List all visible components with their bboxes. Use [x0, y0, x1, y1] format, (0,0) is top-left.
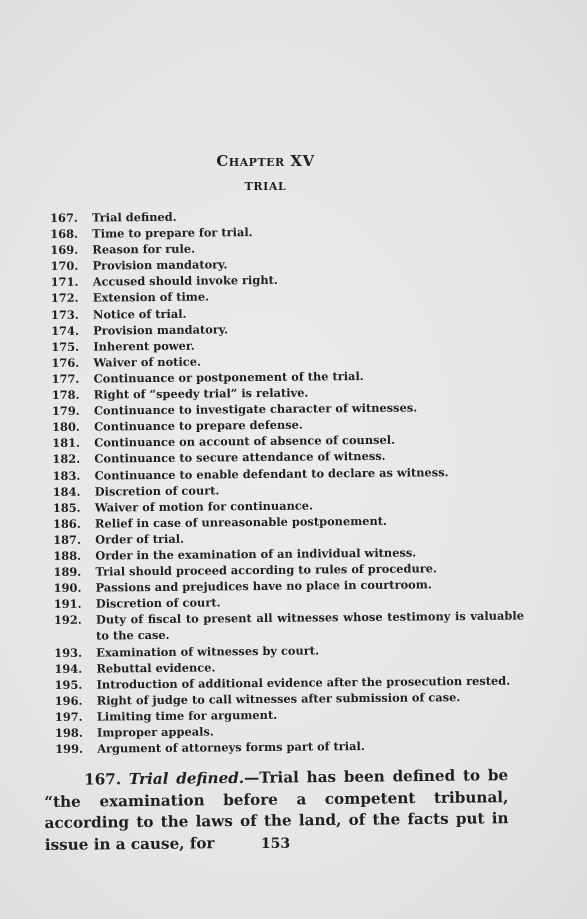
- toc-item-title: Continuance to prepare defense.: [94, 417, 303, 434]
- toc-item-title: Accused should invoke right.: [92, 273, 278, 289]
- chapter-subtitle: TRIAL: [244, 180, 287, 193]
- toc-item-number: 168.: [50, 226, 79, 242]
- toc-item-number: 191.: [53, 596, 82, 612]
- paragraph-text: Trial has been defined to be “the examination before a competent tribunal, according to the laws of the land, of the facts put in issue in a cause, for: [44, 766, 509, 854]
- toc-item-number: 192.: [53, 613, 82, 628]
- toc-item-title: Rebuttal evidence.: [96, 660, 216, 676]
- toc-item-title: Continuance to secure attendance of witness.: [94, 449, 386, 466]
- toc-item-number: 171.: [50, 275, 79, 290]
- toc-item: [54, 608, 524, 645]
- em-dash: —: [244, 768, 260, 787]
- section-number: 167.: [84, 770, 122, 789]
- toc-item-number: 187.: [53, 532, 81, 547]
- toc-item-number: 190.: [53, 580, 82, 596]
- toc-item-number: 198.: [54, 725, 83, 740]
- toc-item-title: Notice of trial.: [92, 306, 187, 322]
- toc-item-number: 188.: [53, 548, 82, 563]
- toc-item-title: Trial defined.: [92, 209, 177, 225]
- toc-item-number: 197.: [54, 709, 83, 724]
- toc-item-title: Continuance to enable defendant to declare as witness.: [94, 464, 449, 483]
- toc-item-title: Provision mandatory.: [92, 257, 228, 273]
- toc-item-title: Relief in case of unreasonable postponement.: [94, 513, 388, 531]
- toc-item-title: Continuance to investigate character of witnesses.: [93, 400, 418, 418]
- toc-item-title: Provision mandatory.: [93, 321, 229, 338]
- toc-item-number: 173.: [50, 307, 79, 322]
- toc-item-number: 189.: [53, 564, 82, 580]
- toc-item-title: Order in the examination of an individual witness.: [95, 545, 417, 563]
- toc-item-title: Duty of fiscal to present all witnesses whose testimony is valuable to the case.: [95, 608, 524, 644]
- toc-item-number: 180.: [52, 419, 80, 435]
- toc-item-number: 179.: [51, 403, 80, 419]
- toc-item-title: Time to prepare for trial.: [92, 225, 253, 241]
- toc-item-number: 186.: [52, 516, 81, 531]
- toc-item-title: Examination of witnesses by court.: [96, 642, 320, 660]
- toc-item-number: 170.: [50, 259, 79, 274]
- page-number: 153: [260, 836, 291, 852]
- toc-item-title: Order of trial.: [95, 531, 185, 547]
- toc-item-title: Waiver of motion for continuance.: [94, 498, 314, 515]
- toc-item-number: 194.: [54, 661, 83, 676]
- toc-item-number: 183.: [52, 468, 81, 483]
- section-heading: Trial defined.: [128, 768, 245, 789]
- toc-item-number: 175.: [51, 339, 80, 354]
- toc-item-number: 193.: [54, 645, 83, 660]
- toc-item-title: Extension of time.: [92, 289, 210, 306]
- toc-item: [55, 737, 525, 758]
- toc-item-title: Inherent power.: [93, 338, 195, 354]
- toc-item-number: 196.: [54, 693, 83, 708]
- toc-item-title: Discretion of court.: [95, 595, 221, 611]
- toc-item-title: Introduction of additional evidence after the prosecution rested.: [96, 673, 511, 692]
- toc-item-title: Waiver of notice.: [93, 354, 201, 370]
- toc-item-number: 184.: [52, 484, 81, 499]
- chapter-title: Chapter XV: [216, 152, 315, 170]
- toc-item-title: Continuance on account of absence of counsel.: [94, 433, 396, 450]
- toc-item-number: 195.: [54, 677, 83, 692]
- toc-item-title: Limiting time for argument.: [96, 707, 278, 724]
- toc-item-title: Reason for rule.: [92, 241, 196, 257]
- toc-item-number: 176.: [51, 355, 80, 370]
- toc-item-title: Right of “speedy trial” is relative.: [93, 385, 309, 402]
- toc-item-number: 172.: [50, 291, 79, 306]
- toc-item-number: 174.: [51, 323, 79, 338]
- toc-item-title: Passions and prejudices have no place in courtroom.: [95, 577, 432, 595]
- toc-item-number: 177.: [51, 371, 80, 386]
- toc-item-number: 178.: [51, 387, 80, 403]
- toc-item-number: 169.: [50, 242, 79, 258]
- toc-item-number: 167.: [50, 210, 78, 225]
- toc-item-title: Improper appeals.: [96, 724, 214, 740]
- toc-item-number: 199.: [55, 741, 83, 757]
- toc-item-number: 181.: [52, 436, 81, 451]
- section-list: [50, 205, 525, 757]
- toc-item-title: Discretion of court.: [94, 482, 220, 499]
- toc-item-title: Continuance or postponement of the trial.: [93, 368, 364, 386]
- toc-item-number: 185.: [52, 500, 81, 515]
- toc-item-title: Right of judge to call witnesses after submission of case.: [96, 689, 461, 708]
- toc-item-title: Argument of attorneys forms part of trial.: [97, 739, 365, 756]
- toc-item-number: 182.: [52, 452, 81, 467]
- toc-item-title: Trial should proceed according to rules of procedure.: [95, 561, 438, 579]
